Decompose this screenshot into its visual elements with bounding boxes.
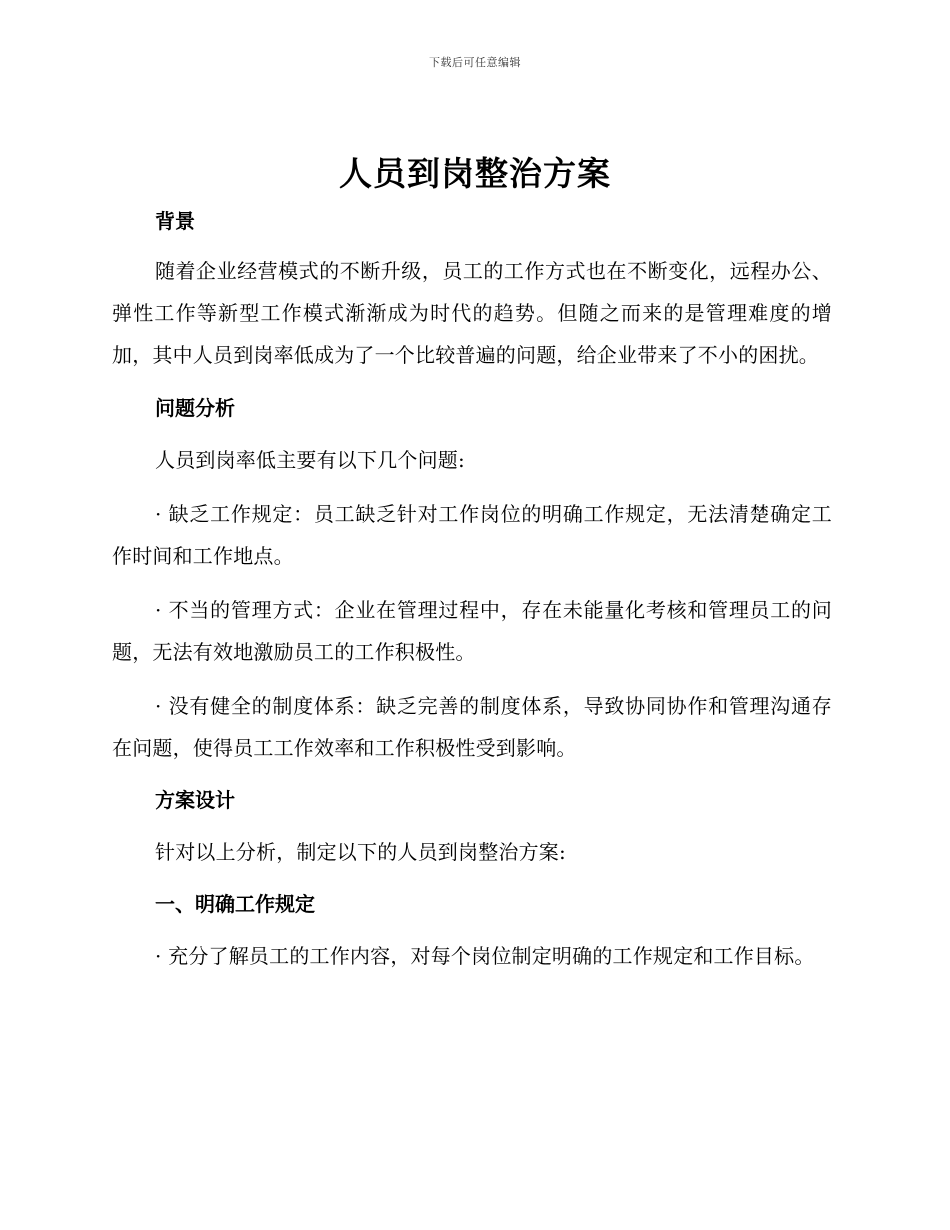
paragraph-design-intro: 针对以上分析，制定以下的人员到岗整治方案: [155, 840, 566, 864]
paragraph-background: 随着企业经营模式的不断升级，员工的工作方式也在不断变化，远程办公、弹性工作等新型工作模式渐渐成为时代的趋势。但随之而来的是管理难度的增加，其中人员到岗率低成为了一个比较普遍的问题，给企业带来了不小的困扰。 [112, 259, 832, 367]
section-heading-step1: 一、明确工作规定 [155, 892, 315, 916]
section-heading-design: 方案设计 [155, 788, 235, 812]
paragraph-step1-item-1: · 充分了解员工的工作内容，对每个岗位制定明确的工作规定和工作目标。 [155, 944, 815, 968]
paragraph-analysis-item-3: · 没有健全的制度体系：缺乏完善的制度体系，导致协同协作和管理沟通存在问题，使得员工工作效率和工作积极性受到影响。 [112, 694, 832, 760]
document-body [112, 207, 832, 977]
paragraph-analysis-item-1: · 缺乏工作规定：员工缺乏针对工作岗位的明确工作规定，无法清楚确定工作时间和工作地点。 [112, 502, 832, 568]
header-note: 下载后可任意编辑 [429, 56, 521, 69]
section-heading-analysis: 问题分析 [155, 396, 235, 420]
paragraph-analysis-item-2: · 不当的管理方式：企业在管理过程中，存在未能量化考核和管理员工的问题，无法有效地激励员工的工作积极性。 [112, 598, 832, 664]
paragraph-analysis-intro: 人员到岗率低主要有以下几个问题: [155, 448, 465, 472]
document-title: 人员到岗整治方案 [339, 154, 611, 193]
section-heading-background: 背景 [155, 209, 195, 233]
